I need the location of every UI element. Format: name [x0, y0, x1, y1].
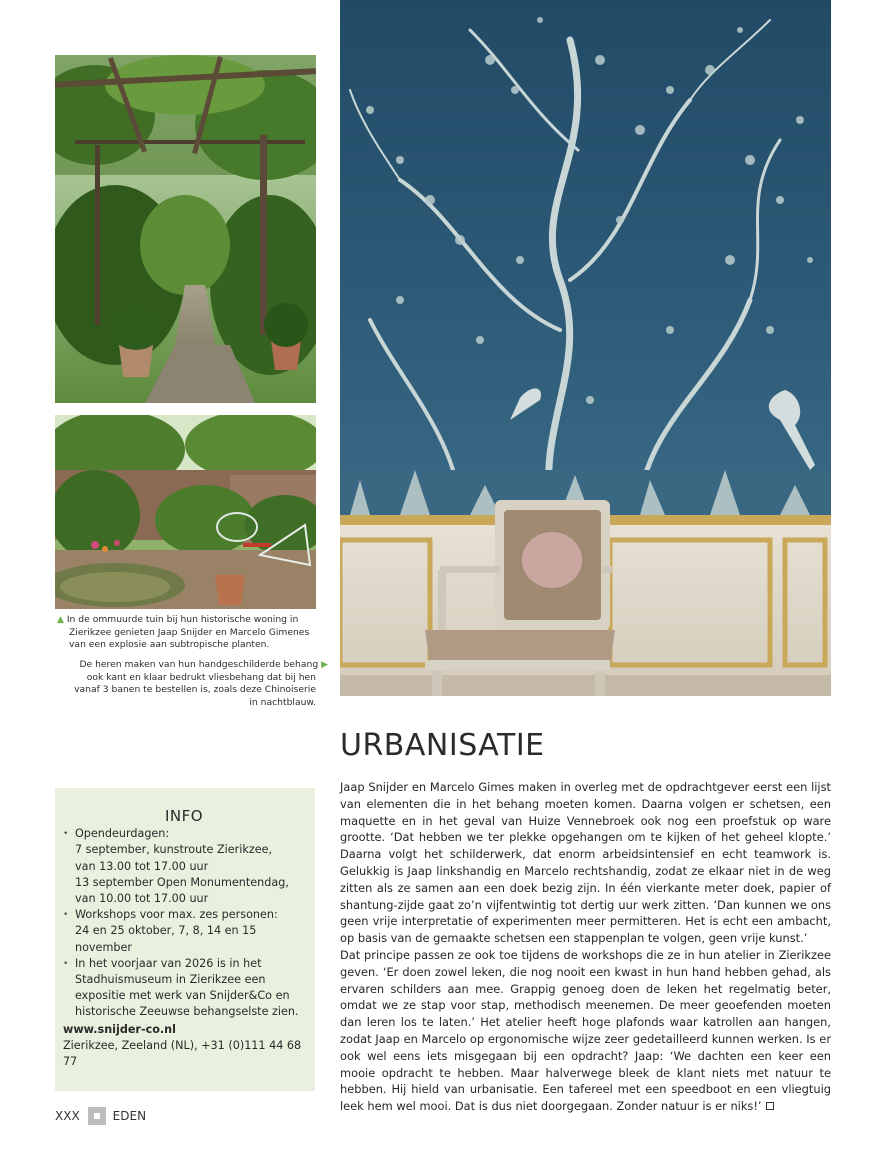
info-title: INFO [164, 807, 204, 825]
square-icon [88, 1107, 106, 1125]
bullet-icon: • [63, 958, 69, 969]
info-item-open-days-line1: 7 september, kunstroute Zierikzee, [75, 843, 273, 857]
triangle-up-icon: ▲ [57, 615, 64, 625]
caption-wallpaper [70, 659, 328, 709]
info-item-exhibition-line1: In het voorjaar van 2026 is in het [75, 956, 262, 970]
info-item-open-days-line4: van 10.00 tot 17.00 uur [75, 892, 209, 906]
chinoiserie-wallpaper-photo [340, 0, 831, 696]
info-item-open-days-line3: 13 september Open Monumentendag, [75, 875, 289, 889]
bullet-icon: • [63, 829, 69, 840]
info-box [55, 788, 315, 1091]
page-number: XXX [55, 1109, 80, 1123]
info-item-open-days-label: Opendeurdagen: [75, 827, 170, 841]
info-item-workshops-line1: 24 en 25 oktober, 7, 8, 14 en 15 november [75, 924, 257, 954]
info-item-exhibition-line2: Stadhuismuseum in Zierikzee een [75, 973, 266, 987]
caption-wallpaper-line3: vanaf 3 banen te bestellen is, zoals deze Chinoiserie [74, 684, 316, 696]
info-item-exhibition [63, 956, 305, 1021]
info-item-open-days [63, 826, 305, 907]
article-body [340, 779, 831, 1115]
triangle-right-icon: ▶ [321, 660, 328, 670]
caption-garden-line3: van een explosie aan subtropische planten. [69, 639, 270, 651]
article-paragraph-2 [340, 947, 831, 1115]
caption-wallpaper-line2: ook kant en klaar bedrukt vliesbehang dat bij hen [86, 671, 316, 683]
info-list [63, 826, 305, 1020]
caption-wallpaper-line1: De heren maken van hun handgeschilderde behang [79, 659, 319, 670]
info-address: Zierikzee, Zeeland (NL), +31 (0)111 44 68 77 [63, 1038, 302, 1069]
end-mark-icon [766, 1102, 774, 1110]
garden-pergola-photo [55, 55, 316, 403]
bullet-icon: • [63, 910, 69, 921]
caption-garden [57, 614, 317, 652]
caption-garden-line1: In de ommuurde tuin bij hun historische woning in [66, 614, 299, 625]
article-paragraph-1: Jaap Snijder en Marcelo Gimes maken in overleg met de opdrachtgever eerst een lijst van elementen die in het behang moeten komen. Daarna volgen er schetsen, een maquette en in het geval van Huize Vennebroek ook nog een proefstuk op ware grootte. ‘Dat hebben we ter plekke opgehangen om te kijken of het geheel klopte.’ Daarna volgt het schilderwerk, dat enorm arbeidsintensief en echt teamwork is. Gelukkig is Jaap linkshandig en Marcelo rechtshandig, zodat ze elkaar niet in de weg zitten als ze samen aan een doek bezig zijn. In één vierkante meter doek, papier of shantung-zijde gaat zo’n vijfentwintig tot dertig uur werk zitten. ‘Dan kunnen we ons geen vrije interpretatie of experimenten meer permitteren. Het is echt een ambacht, op basis van de gemaakte schetsen een stappenplan te volgen, geen vrije kunst.’ [340, 780, 831, 946]
info-item-exhibition-line4: historische Zeeuwse behangselste zien. [75, 1005, 299, 1019]
website-link[interactable]: www.snijder-co.nl [63, 1022, 176, 1036]
article-paragraph-2-text: Dat principe passen ze ook toe tijdens de workshops die ze in hun atelier in Zierikzee geven. ‘Er doen zowel leken, die nog nooit een kwast in hun hand hebben gehad, als ervaren schilders aan mee. Grappig genoeg doen de leken het regelmatig beter, omdat we ze stap voor stap, methodisch meenemen. De meer geoefenden moeten dan leren los te laten.’ Het atelier heeft hoge plafonds waar katrollen aan hangen, zodat Jaap en Marcelo op ergonomische wijze zeer gedetailleerd kunnen werken. Is er ook wel eens iets misgegaan bij een opdracht? Jaap: ‘We dachten een keer een mooie opdracht te hebben. Maar halverwege bleek de klant niets met natuur te hebben. Hij hield van urbanisatie. Een tafereel met een speedboot en een vliegtuig leek hem wel mooi. Dat is dus niet doorgegaan. Zonder natuur is er niks!’ [340, 947, 831, 1114]
page-footer [55, 1107, 146, 1125]
info-item-workshops-label: Workshops voor max. zes personen: [75, 908, 278, 922]
info-item-exhibition-line3: expositie met werk van Snijder&Co en [75, 989, 290, 1003]
info-item-workshops [63, 907, 305, 956]
walled-garden-pond-photo [55, 415, 316, 609]
info-item-open-days-line2: van 13.00 tot 17.00 uur [75, 859, 209, 873]
caption-wallpaper-line4: in nachtblauw. [249, 696, 316, 708]
article-headline: URBANISATIE [340, 728, 545, 763]
caption-garden-line2: Zierikzee genieten Jaap Snijder en Marcelo Gimenes [69, 626, 310, 638]
magazine-name: EDEN [112, 1109, 147, 1123]
